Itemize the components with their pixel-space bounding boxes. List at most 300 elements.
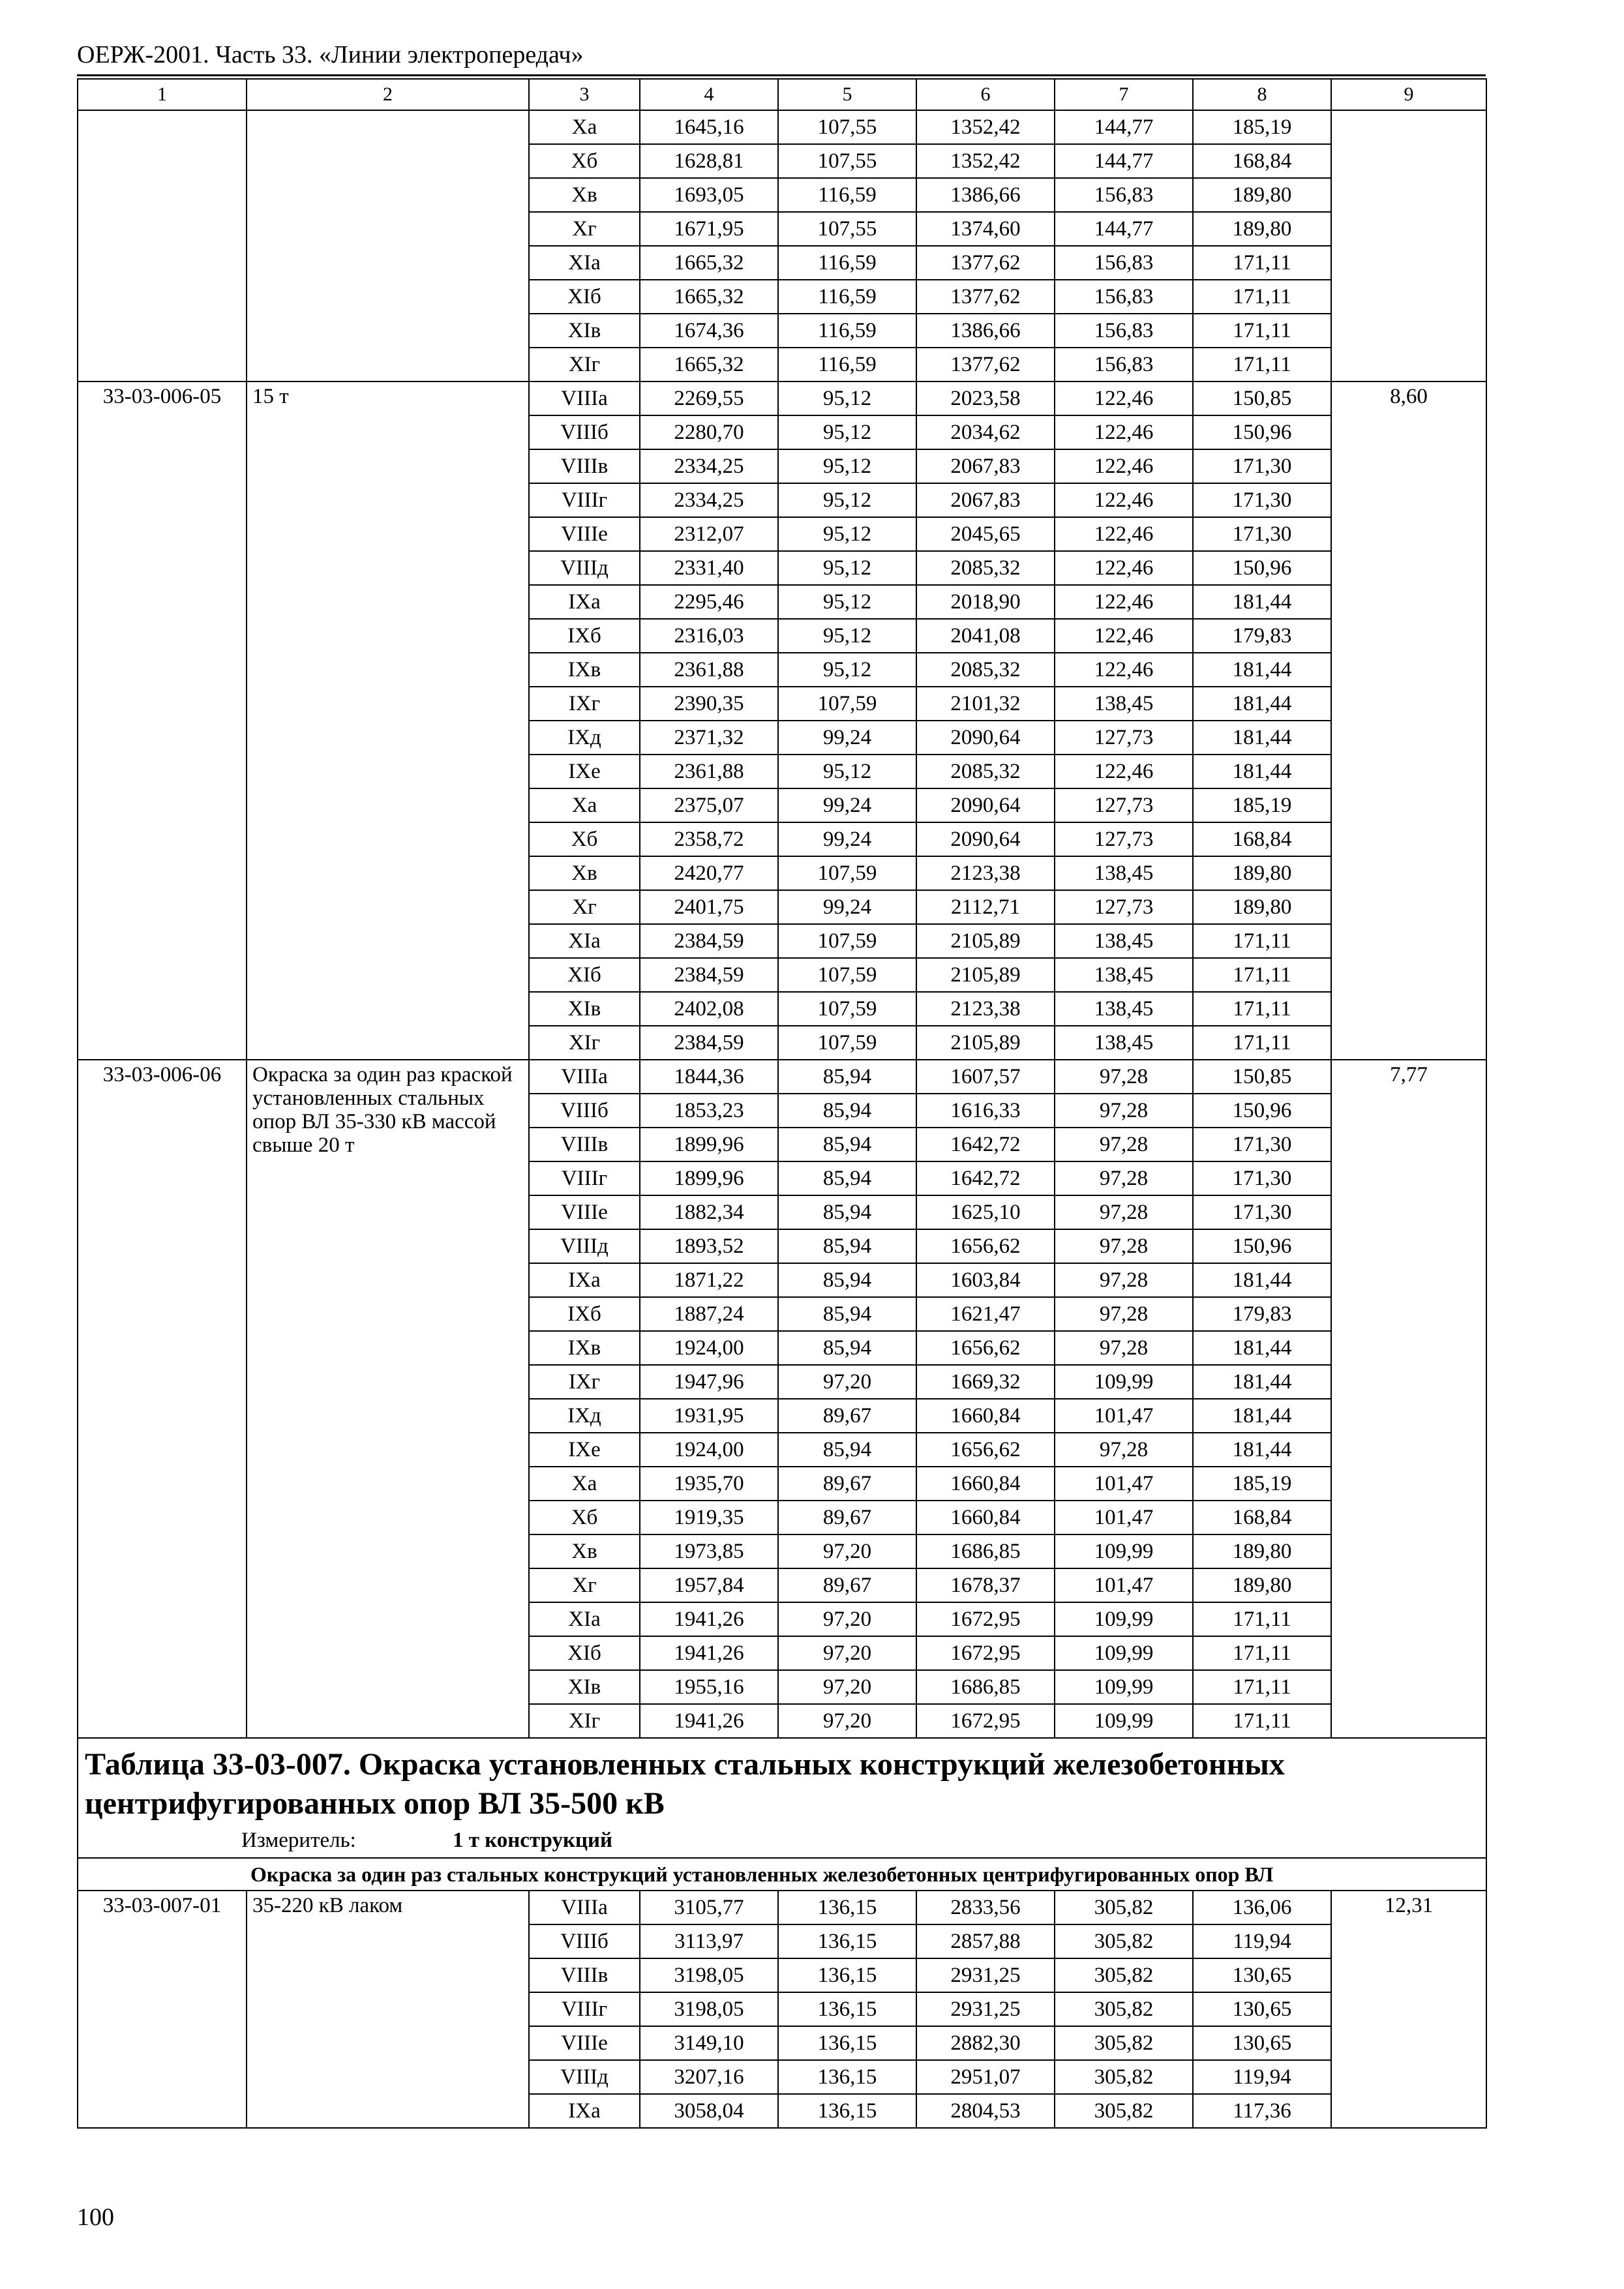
value-cell: 122,46 bbox=[1055, 382, 1193, 415]
value-cell: 3207,16 bbox=[640, 2060, 778, 2094]
value-cell: 189,80 bbox=[1193, 1534, 1331, 1568]
value-cell: 101,47 bbox=[1055, 1568, 1193, 1602]
rate-code-cell bbox=[78, 110, 247, 382]
value-cell: 305,82 bbox=[1055, 1992, 1193, 2026]
value-cell: 101,47 bbox=[1055, 1399, 1193, 1433]
value-cell: 171,30 bbox=[1193, 1128, 1331, 1161]
value-cell: 181,44 bbox=[1193, 1399, 1331, 1433]
table-row bbox=[78, 1060, 1486, 1094]
value-cell: 136,15 bbox=[778, 1891, 916, 1924]
value-cell: 181,44 bbox=[1193, 755, 1331, 788]
value-cell: 185,19 bbox=[1193, 1467, 1331, 1501]
zone-cell: XIб bbox=[529, 1636, 640, 1670]
value-cell: 109,99 bbox=[1055, 1704, 1193, 1738]
value-cell: 171,11 bbox=[1193, 1670, 1331, 1704]
value-cell: 171,11 bbox=[1193, 992, 1331, 1026]
value-cell: 181,44 bbox=[1193, 585, 1331, 619]
value-cell: 2384,59 bbox=[640, 1026, 778, 1060]
value-cell: 122,46 bbox=[1055, 755, 1193, 788]
value-cell: 2090,64 bbox=[916, 721, 1055, 755]
value-cell: 138,45 bbox=[1055, 924, 1193, 958]
value-cell: 107,59 bbox=[778, 1026, 916, 1060]
value-cell: 2951,07 bbox=[916, 2060, 1055, 2094]
value-cell: 1893,52 bbox=[640, 1229, 778, 1263]
table-row bbox=[78, 110, 1486, 144]
value-cell: 2804,53 bbox=[916, 2094, 1055, 2128]
value-cell: 2090,64 bbox=[916, 822, 1055, 856]
value-cell: 1672,95 bbox=[916, 1704, 1055, 1738]
value-cell: 3198,05 bbox=[640, 1958, 778, 1992]
value-cell: 116,59 bbox=[778, 178, 916, 212]
value-cell: 89,67 bbox=[778, 1501, 916, 1534]
value-cell: 1377,62 bbox=[916, 246, 1055, 280]
value-cell: 85,94 bbox=[778, 1433, 916, 1467]
value-cell: 305,82 bbox=[1055, 1891, 1193, 1924]
value-cell: 189,80 bbox=[1193, 178, 1331, 212]
value-cell: 185,19 bbox=[1193, 110, 1331, 144]
value-cell: 138,45 bbox=[1055, 992, 1193, 1026]
value-cell: 85,94 bbox=[778, 1128, 916, 1161]
value-cell: 1899,96 bbox=[640, 1128, 778, 1161]
value-cell: 1919,35 bbox=[640, 1501, 778, 1534]
page-header: ОЕРЖ-2001. Часть 33. «Линии электропередач» bbox=[77, 41, 584, 68]
value-cell: 3113,97 bbox=[640, 1924, 778, 1958]
zone-cell: IXe bbox=[529, 755, 640, 788]
value-cell: 116,59 bbox=[778, 348, 916, 382]
value-cell: 171,30 bbox=[1193, 1161, 1331, 1195]
value-cell: 107,59 bbox=[778, 958, 916, 992]
value-cell: 2105,89 bbox=[916, 958, 1055, 992]
value-cell: 97,28 bbox=[1055, 1060, 1193, 1094]
zone-cell: IXд bbox=[529, 721, 640, 755]
value-cell: 181,44 bbox=[1193, 687, 1331, 721]
value-cell: 189,80 bbox=[1193, 856, 1331, 890]
value-cell: 1665,32 bbox=[640, 246, 778, 280]
value-cell: 305,82 bbox=[1055, 2060, 1193, 2094]
zone-cell: VIIIд bbox=[529, 2060, 640, 2094]
zone-cell: XIг bbox=[529, 1026, 640, 1060]
value-cell: 95,12 bbox=[778, 415, 916, 449]
value-cell: 107,59 bbox=[778, 924, 916, 958]
value-cell: 150,96 bbox=[1193, 551, 1331, 585]
value-cell: 2384,59 bbox=[640, 924, 778, 958]
page-number: 100 bbox=[77, 2204, 114, 2231]
value-cell: 109,99 bbox=[1055, 1636, 1193, 1670]
value-cell: 138,45 bbox=[1055, 687, 1193, 721]
value-cell: 1607,57 bbox=[916, 1060, 1055, 1094]
value-cell: 99,24 bbox=[778, 822, 916, 856]
value-cell: 1957,84 bbox=[640, 1568, 778, 1602]
value-cell: 179,83 bbox=[1193, 1297, 1331, 1331]
zone-cell: VIIIв bbox=[529, 1958, 640, 1992]
value-cell: 3105,77 bbox=[640, 1891, 778, 1924]
value-cell: 1671,95 bbox=[640, 212, 778, 246]
rate-code-cell: 33-03-006-05 bbox=[78, 382, 247, 1060]
value-cell: 2358,72 bbox=[640, 822, 778, 856]
value-cell: 2067,83 bbox=[916, 483, 1055, 517]
zone-cell: VIIIe bbox=[529, 1195, 640, 1229]
value-cell: 144,77 bbox=[1055, 144, 1193, 178]
value-cell: 2882,30 bbox=[916, 2026, 1055, 2060]
value-cell: 107,59 bbox=[778, 992, 916, 1026]
value-cell: 136,15 bbox=[778, 1992, 916, 2026]
zone-cell: IXa bbox=[529, 2094, 640, 2128]
value-cell: 305,82 bbox=[1055, 2026, 1193, 2060]
section-title: Таблица 33-03-007. Окраска установленных стальных конструкций железобетонных центрифугированных опор ВЛ 35-500 кВ bbox=[85, 1747, 1285, 1821]
value-cell: 2312,07 bbox=[640, 517, 778, 551]
zone-cell: VIIIд bbox=[529, 1229, 640, 1263]
value-cell: 85,94 bbox=[778, 1331, 916, 1365]
value-cell: 136,06 bbox=[1193, 1891, 1331, 1924]
value-cell: 1386,66 bbox=[916, 314, 1055, 348]
column-number: 4 bbox=[640, 79, 778, 110]
rate-code-cell: 33-03-006-06 bbox=[78, 1060, 247, 1738]
zone-cell: XIв bbox=[529, 992, 640, 1026]
value-cell: 150,96 bbox=[1193, 1229, 1331, 1263]
value-cell: 97,20 bbox=[778, 1670, 916, 1704]
value-cell: 95,12 bbox=[778, 551, 916, 585]
value-cell: 2371,32 bbox=[640, 721, 778, 755]
value-cell: 2334,25 bbox=[640, 483, 778, 517]
zone-cell: IXб bbox=[529, 1297, 640, 1331]
value-cell: 3058,04 bbox=[640, 2094, 778, 2128]
value-cell: 101,47 bbox=[1055, 1501, 1193, 1534]
value-cell: 122,46 bbox=[1055, 619, 1193, 653]
zone-cell: Xб bbox=[529, 822, 640, 856]
value-cell: 1616,33 bbox=[916, 1094, 1055, 1128]
norm-cell: 8,60 bbox=[1331, 382, 1486, 1060]
zone-cell: XIб bbox=[529, 280, 640, 314]
value-cell: 99,24 bbox=[778, 788, 916, 822]
value-cell: 95,12 bbox=[778, 619, 916, 653]
value-cell: 127,73 bbox=[1055, 890, 1193, 924]
work-name-cell: 35-220 кВ лаком bbox=[247, 1891, 529, 2128]
column-number: 6 bbox=[916, 79, 1055, 110]
value-cell: 1674,36 bbox=[640, 314, 778, 348]
table-row bbox=[78, 1891, 1486, 1924]
column-number: 1 bbox=[78, 79, 247, 110]
value-cell: 127,73 bbox=[1055, 788, 1193, 822]
value-cell: 97,28 bbox=[1055, 1297, 1193, 1331]
value-cell: 156,83 bbox=[1055, 178, 1193, 212]
value-cell: 97,28 bbox=[1055, 1128, 1193, 1161]
work-name-cell: 15 т bbox=[247, 382, 529, 1060]
value-cell: 95,12 bbox=[778, 585, 916, 619]
value-cell: 97,28 bbox=[1055, 1331, 1193, 1365]
value-cell: 136,15 bbox=[778, 1924, 916, 1958]
value-cell: 109,99 bbox=[1055, 1534, 1193, 1568]
value-cell: 97,20 bbox=[778, 1602, 916, 1636]
value-cell: 1973,85 bbox=[640, 1534, 778, 1568]
zone-cell: VIIIг bbox=[529, 1992, 640, 2026]
value-cell: 1941,26 bbox=[640, 1636, 778, 1670]
value-cell: 109,99 bbox=[1055, 1365, 1193, 1399]
value-cell: 1625,10 bbox=[916, 1195, 1055, 1229]
value-cell: 127,73 bbox=[1055, 721, 1193, 755]
value-cell: 156,83 bbox=[1055, 246, 1193, 280]
value-cell: 107,59 bbox=[778, 856, 916, 890]
value-cell: 2023,58 bbox=[916, 382, 1055, 415]
value-cell: 85,94 bbox=[778, 1229, 916, 1263]
measure-line bbox=[85, 1823, 1479, 1853]
value-cell: 1642,72 bbox=[916, 1161, 1055, 1195]
zone-cell: XIa bbox=[529, 246, 640, 280]
zone-cell: IXд bbox=[529, 1399, 640, 1433]
zone-cell: Xг bbox=[529, 1568, 640, 1602]
zone-cell: IXв bbox=[529, 653, 640, 687]
value-cell: 3198,05 bbox=[640, 1992, 778, 2026]
value-cell: 122,46 bbox=[1055, 585, 1193, 619]
zone-cell: IXг bbox=[529, 687, 640, 721]
value-cell: 156,83 bbox=[1055, 314, 1193, 348]
value-cell: 168,84 bbox=[1193, 144, 1331, 178]
value-cell: 2931,25 bbox=[916, 1958, 1055, 1992]
value-cell: 2390,35 bbox=[640, 687, 778, 721]
column-number: 8 bbox=[1193, 79, 1331, 110]
value-cell: 1844,36 bbox=[640, 1060, 778, 1094]
zone-cell: Xв bbox=[529, 178, 640, 212]
zone-cell: IXб bbox=[529, 619, 640, 653]
value-cell: 109,99 bbox=[1055, 1670, 1193, 1704]
value-cell: 181,44 bbox=[1193, 1433, 1331, 1467]
value-cell: 171,11 bbox=[1193, 280, 1331, 314]
value-cell: 122,46 bbox=[1055, 483, 1193, 517]
value-cell: 1899,96 bbox=[640, 1161, 778, 1195]
value-cell: 117,36 bbox=[1193, 2094, 1331, 2128]
norm-cell bbox=[1331, 110, 1486, 382]
value-cell: 89,67 bbox=[778, 1568, 916, 1602]
value-cell: 171,11 bbox=[1193, 246, 1331, 280]
value-cell: 2067,83 bbox=[916, 449, 1055, 483]
value-cell: 119,94 bbox=[1193, 2060, 1331, 2094]
value-cell: 1656,62 bbox=[916, 1331, 1055, 1365]
value-cell: 97,28 bbox=[1055, 1263, 1193, 1297]
value-cell: 122,46 bbox=[1055, 449, 1193, 483]
value-cell: 138,45 bbox=[1055, 1026, 1193, 1060]
value-cell: 2295,46 bbox=[640, 585, 778, 619]
value-cell: 119,94 bbox=[1193, 1924, 1331, 1958]
value-cell: 2112,71 bbox=[916, 890, 1055, 924]
zone-cell: Xa bbox=[529, 788, 640, 822]
value-cell: 1882,34 bbox=[640, 1195, 778, 1229]
value-cell: 2105,89 bbox=[916, 1026, 1055, 1060]
value-cell: 85,94 bbox=[778, 1195, 916, 1229]
zone-cell: Xв bbox=[529, 1534, 640, 1568]
value-cell: 116,59 bbox=[778, 280, 916, 314]
value-cell: 99,24 bbox=[778, 890, 916, 924]
value-cell: 305,82 bbox=[1055, 1958, 1193, 1992]
value-cell: 138,45 bbox=[1055, 958, 1193, 992]
value-cell: 2085,32 bbox=[916, 653, 1055, 687]
value-cell: 85,94 bbox=[778, 1161, 916, 1195]
value-cell: 2123,38 bbox=[916, 992, 1055, 1026]
value-cell: 1660,84 bbox=[916, 1467, 1055, 1501]
value-cell: 97,28 bbox=[1055, 1433, 1193, 1467]
zone-cell: Xa bbox=[529, 110, 640, 144]
value-cell: 171,11 bbox=[1193, 314, 1331, 348]
value-cell: 116,59 bbox=[778, 314, 916, 348]
value-cell: 97,28 bbox=[1055, 1229, 1193, 1263]
value-cell: 2331,40 bbox=[640, 551, 778, 585]
value-cell: 122,46 bbox=[1055, 551, 1193, 585]
value-cell: 2931,25 bbox=[916, 1992, 1055, 2026]
value-cell: 171,30 bbox=[1193, 517, 1331, 551]
value-cell: 2034,62 bbox=[916, 415, 1055, 449]
value-cell: 171,11 bbox=[1193, 1026, 1331, 1060]
value-cell: 171,30 bbox=[1193, 483, 1331, 517]
section-subheading-row bbox=[78, 1858, 1486, 1891]
work-name-cell bbox=[247, 110, 529, 382]
zone-cell: VIIIa bbox=[529, 1891, 640, 1924]
value-cell: 107,55 bbox=[778, 212, 916, 246]
value-cell: 89,67 bbox=[778, 1467, 916, 1501]
value-cell: 1935,70 bbox=[640, 1467, 778, 1501]
value-cell: 2833,56 bbox=[916, 1891, 1055, 1924]
value-cell: 144,77 bbox=[1055, 212, 1193, 246]
zone-cell: XIб bbox=[529, 958, 640, 992]
zone-cell: VIIIг bbox=[529, 483, 640, 517]
value-cell: 1374,60 bbox=[916, 212, 1055, 246]
value-cell: 130,65 bbox=[1193, 1958, 1331, 1992]
value-cell: 2316,03 bbox=[640, 619, 778, 653]
value-cell: 109,99 bbox=[1055, 1602, 1193, 1636]
value-cell: 85,94 bbox=[778, 1060, 916, 1094]
value-cell: 1665,32 bbox=[640, 348, 778, 382]
value-cell: 1941,26 bbox=[640, 1704, 778, 1738]
value-cell: 168,84 bbox=[1193, 822, 1331, 856]
value-cell: 171,11 bbox=[1193, 1704, 1331, 1738]
value-cell: 1628,81 bbox=[640, 144, 778, 178]
value-cell: 1645,16 bbox=[640, 110, 778, 144]
measure-label: Измеритель: bbox=[241, 1829, 356, 1852]
value-cell: 1660,84 bbox=[916, 1399, 1055, 1433]
value-cell: 2105,89 bbox=[916, 924, 1055, 958]
value-cell: 2041,08 bbox=[916, 619, 1055, 653]
zone-cell: VIIIe bbox=[529, 2026, 640, 2060]
value-cell: 171,30 bbox=[1193, 1195, 1331, 1229]
zone-cell: VIIIв bbox=[529, 449, 640, 483]
value-cell: 150,96 bbox=[1193, 415, 1331, 449]
value-cell: 1672,95 bbox=[916, 1602, 1055, 1636]
column-number: 7 bbox=[1055, 79, 1193, 110]
work-name-cell: Окраска за один раз краской установленных стальных опор ВЛ 35-330 кВ массой свыше 20 т bbox=[247, 1060, 529, 1738]
zone-cell: IXa bbox=[529, 585, 640, 619]
value-cell: 2085,32 bbox=[916, 551, 1055, 585]
value-cell: 2401,75 bbox=[640, 890, 778, 924]
value-cell: 1853,23 bbox=[640, 1094, 778, 1128]
value-cell: 97,28 bbox=[1055, 1195, 1193, 1229]
value-cell: 99,24 bbox=[778, 721, 916, 755]
zone-cell: Xб bbox=[529, 144, 640, 178]
value-cell: 116,59 bbox=[778, 246, 916, 280]
value-cell: 2045,65 bbox=[916, 517, 1055, 551]
rate-code-cell: 33-03-007-01 bbox=[78, 1891, 247, 2128]
value-cell: 97,20 bbox=[778, 1365, 916, 1399]
value-cell: 2090,64 bbox=[916, 788, 1055, 822]
value-cell: 1386,66 bbox=[916, 178, 1055, 212]
zone-cell: Xa bbox=[529, 1467, 640, 1501]
value-cell: 1924,00 bbox=[640, 1331, 778, 1365]
value-cell: 2101,32 bbox=[916, 687, 1055, 721]
value-cell: 2269,55 bbox=[640, 382, 778, 415]
column-number: 2 bbox=[247, 79, 529, 110]
zone-cell: Xв bbox=[529, 856, 640, 890]
column-number: 9 bbox=[1331, 79, 1486, 110]
value-cell: 130,65 bbox=[1193, 2026, 1331, 2060]
zone-cell: IXв bbox=[529, 1331, 640, 1365]
value-cell: 95,12 bbox=[778, 382, 916, 415]
value-cell: 179,83 bbox=[1193, 619, 1331, 653]
value-cell: 181,44 bbox=[1193, 653, 1331, 687]
value-cell: 1672,95 bbox=[916, 1636, 1055, 1670]
norm-cell: 12,31 bbox=[1331, 1891, 1486, 2128]
value-cell: 122,46 bbox=[1055, 517, 1193, 551]
zone-cell: Xг bbox=[529, 890, 640, 924]
value-cell: 101,47 bbox=[1055, 1467, 1193, 1501]
value-cell: 136,15 bbox=[778, 2026, 916, 2060]
column-number: 5 bbox=[778, 79, 916, 110]
value-cell: 2857,88 bbox=[916, 1924, 1055, 1958]
value-cell: 185,19 bbox=[1193, 788, 1331, 822]
value-cell: 150,85 bbox=[1193, 1060, 1331, 1094]
value-cell: 305,82 bbox=[1055, 2094, 1193, 2128]
value-cell: 130,65 bbox=[1193, 1992, 1331, 2026]
value-cell: 171,30 bbox=[1193, 449, 1331, 483]
value-cell: 136,15 bbox=[778, 1958, 916, 1992]
value-cell: 156,83 bbox=[1055, 280, 1193, 314]
value-cell: 181,44 bbox=[1193, 721, 1331, 755]
value-cell: 122,46 bbox=[1055, 653, 1193, 687]
value-cell: 156,83 bbox=[1055, 348, 1193, 382]
zone-cell: VIIIб bbox=[529, 415, 640, 449]
price-table bbox=[77, 78, 1487, 2129]
column-number-row bbox=[78, 79, 1486, 110]
value-cell: 97,20 bbox=[778, 1704, 916, 1738]
value-cell: 127,73 bbox=[1055, 822, 1193, 856]
value-cell: 1377,62 bbox=[916, 280, 1055, 314]
value-cell: 2384,59 bbox=[640, 958, 778, 992]
value-cell: 2402,08 bbox=[640, 992, 778, 1026]
value-cell: 171,11 bbox=[1193, 1636, 1331, 1670]
zone-cell: Xг bbox=[529, 212, 640, 246]
value-cell: 1603,84 bbox=[916, 1263, 1055, 1297]
value-cell: 1665,32 bbox=[640, 280, 778, 314]
value-cell: 97,28 bbox=[1055, 1161, 1193, 1195]
value-cell: 1621,47 bbox=[916, 1297, 1055, 1331]
measure-value: 1 т конструкций bbox=[453, 1829, 613, 1852]
value-cell: 1656,62 bbox=[916, 1433, 1055, 1467]
value-cell: 2361,88 bbox=[640, 755, 778, 788]
value-cell: 1871,22 bbox=[640, 1263, 778, 1297]
norm-cell: 7,77 bbox=[1331, 1060, 1486, 1738]
value-cell: 1693,05 bbox=[640, 178, 778, 212]
value-cell: 189,80 bbox=[1193, 212, 1331, 246]
value-cell: 1352,42 bbox=[916, 110, 1055, 144]
zone-cell: VIIIa bbox=[529, 1060, 640, 1094]
value-cell: 2280,70 bbox=[640, 415, 778, 449]
value-cell: 2420,77 bbox=[640, 856, 778, 890]
value-cell: 107,55 bbox=[778, 144, 916, 178]
value-cell: 168,84 bbox=[1193, 1501, 1331, 1534]
zone-cell: XIa bbox=[529, 1602, 640, 1636]
value-cell: 136,15 bbox=[778, 2094, 916, 2128]
value-cell: 2018,90 bbox=[916, 585, 1055, 619]
zone-cell: IXг bbox=[529, 1365, 640, 1399]
value-cell: 138,45 bbox=[1055, 856, 1193, 890]
value-cell: 1887,24 bbox=[640, 1297, 778, 1331]
value-cell: 1941,26 bbox=[640, 1602, 778, 1636]
section-title-row bbox=[78, 1738, 1486, 1858]
